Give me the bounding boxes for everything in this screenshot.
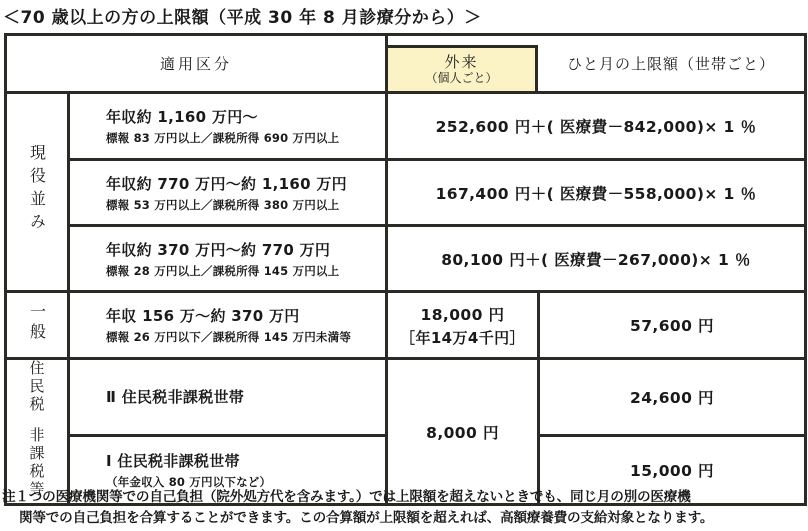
row3-income-label: 年収約 370 万円～約 770 万円: [106, 240, 331, 259]
row1-limit-formula: 252,600 円＋( 医療費－842,000)× 1 ％: [387, 93, 806, 160]
header-monthly-label: ひと月の上限額（世帯ごと）: [567, 55, 776, 73]
table-row-2: [6, 160, 806, 226]
row3-income-sublabel: 標報 28 万円以上／課税所得 145 万円以上: [106, 263, 340, 278]
group-general-label: 一般: [27, 303, 47, 343]
row2-income-sublabel: 標報 53 万円以上／課税所得 380 万円以上: [106, 197, 340, 212]
row1-category-cell: [69, 93, 387, 160]
row5-category-cell: [69, 359, 387, 436]
header-outpatient-box: [388, 45, 538, 91]
table-row-1: [6, 93, 806, 160]
page-title: ＜70 歳以上の方の上限額（平成 30 年 8 月診療分から）＞: [3, 8, 482, 28]
row2-limit-formula: 167,400 円＋( 医療費－558,000)× 1 ％: [387, 160, 806, 226]
row1-income-label: 年収約 1,160 万円～: [106, 108, 258, 126]
row5-category-label: Ⅱ 住民税非課税世帯: [106, 388, 245, 407]
group-general-cell: [6, 292, 69, 359]
header-outpatient-sublabel: （個人ごと）: [425, 71, 498, 86]
header-category: 適用区分: [6, 35, 387, 93]
row2-income-label: 年収約 770 万円～約 1,160 万円: [106, 174, 347, 193]
table-row-4: [6, 292, 806, 359]
row4-monthly-amount: 57,600 円: [539, 292, 806, 359]
row4-outpatient-annual: ［年14万4千円］: [400, 328, 525, 347]
row4-outpatient-amount: 18,000 円: [420, 305, 505, 324]
row56-outpatient-amount: 8,000 円: [387, 359, 539, 505]
row4-income-label: 年収 156 万～約 370 万円: [106, 307, 300, 325]
group-exempt-label-left: 非課税等: [27, 427, 46, 499]
row3-category-cell: [69, 226, 387, 292]
row6-category-label: Ⅰ 住民税非課税世帯: [106, 451, 240, 470]
row3-limit-formula: 80,100 円＋( 医療費－267,000)× 1 ％: [387, 226, 806, 292]
group-exempt-label-right: 住民税: [27, 360, 46, 414]
row2-category-cell: [69, 160, 387, 226]
row4-outpatient-cell: [387, 292, 539, 359]
group-exempt-cell: [6, 359, 69, 505]
footnote-line2: 関等での自己負担を合算することができます。この合算額が上限額を超えれば、高額療養費の支給対象となります。: [19, 510, 714, 527]
group-active-cell: [6, 93, 69, 292]
group-active-label: 現役並み: [27, 144, 47, 236]
row5-monthly-amount: 24,600 円: [539, 359, 806, 436]
table-row-3: [6, 226, 806, 292]
table-row-5: [6, 359, 806, 436]
footnote: [2, 487, 807, 529]
row1-income-sublabel: 標報 83 万円以上／課税所得 690 万円以上: [106, 131, 340, 145]
footnote-line1: 注１つの医療機関等での自己負担（院外処方代を含みます。）では上限額を超えないときでも、同じ月の別の医療機: [2, 489, 691, 505]
limits-table: [4, 33, 807, 506]
row6-monthly-amount: 15,000 円: [539, 435, 806, 504]
row6-category-sublabel: （年金収入 80 万円以下など）: [106, 474, 272, 489]
row4-income-sublabel: 標報 26 万円以下／課税所得 145 万円未満等: [106, 330, 352, 344]
header-outpatient-label: 外来: [444, 52, 479, 71]
group-exempt-label: [27, 360, 48, 499]
header-right-cell: [387, 35, 806, 93]
row4-category-cell: [69, 292, 387, 359]
header-row: [6, 35, 806, 93]
